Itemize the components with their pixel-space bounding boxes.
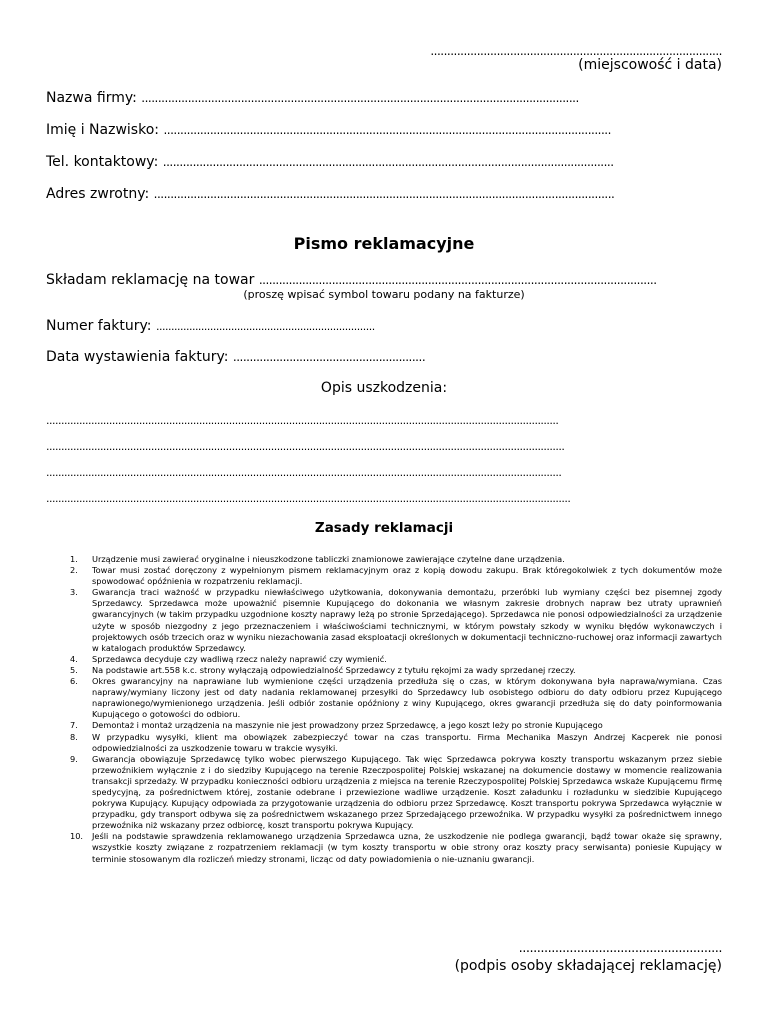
rule-text: Demontaż i montaż urządzenia na maszynie nie jest prowadzony przez Sprzedawcę, a jego koszt leży po stronie Kupującego [92,720,603,731]
rule-number: 10. [70,831,84,842]
rule-item [46,654,722,665]
rules-title: Zasady reklamacji [314,520,454,536]
invoice-date-field[interactable] [46,349,425,365]
full-name-line[interactable]: ....................................................................................................................................... [163,123,611,137]
rule-text: Sprzedawca decyduje czy wadliwą rzecz należy naprawić czy wymienić. [92,653,387,664]
signature-line[interactable]: ........................................................ [518,941,722,956]
rule-item [46,554,722,565]
full-name-field[interactable] [46,122,611,138]
return-address-line[interactable]: ........................................................................................................................................... [153,187,615,201]
phone-field[interactable] [46,154,614,170]
rule-item [46,831,722,864]
rule-text: Jeśli na podstawie sprawdzenia reklamowanego urządzenia Sprzedawca uzna, że uszkodzenie nie podlega gwarancji, bądź towar okaże się sprawny, wszystkie koszty związane z rozpatrzeniem reklamacji (w tym koszty transportu w obie strony oraz koszty pracy serwisanta) poniesie Kupujący w terminie stosowanym dla rozliczeń miedzy stronami, licząc od daty powiadomienia o nie-uznaniu gwarancji. [92,831,722,864]
rule-number: 5. [70,664,78,675]
invoice-number-label: Numer faktury: [46,318,152,334]
rules-list [46,554,722,865]
rule-number: 4. [70,653,78,664]
rule-item [46,676,722,720]
return-address-field[interactable] [46,186,614,202]
rule-text: Okres gwarancyjny na naprawiane lub wymienione części urządzenia przedłuża się o czas, w którym dokonywana była naprawa/wymiana. Czas naprawy/wymiany liczony jest od daty nadania reklamowanej przesyłki do Sprzedawcy lub osobistego odbioru do daty odbioru przez Kupującego naprawionego/wymienionego urządzenia. Jeśli odbiór zostanie opóźniony z winy Kupującego, okres gwarancji przedłuża się do daty poinformowania Kupującego o gotowości do odbioru. [92,676,722,720]
rule-item [46,587,722,654]
rule-text: Gwarancja obowiązuje Sprzedawcę tylko wobec pierwszego Kupującego. Tak więc Sprzedawca pokrywa koszty transportu wskazanym przez siebie przewoźnikiem wyłącznie z i do siedziby Kupującego na terenie Rzeczpospolitej Polskiej wskazanej na dokumencie dostawy w momencie realizowania transakcji sprzedaży. W przypadku konieczności odbioru urządzenia z miejsca na terenie Rzeczypospolitej Polskiej Sprzedawca wskaże Kupującemu firmę spedycyjną, za pośrednictwem której, zostanie odebrane i przewiezione wadliwe urządzenie. Koszt załadunku i rozładunku w siedzibie Kupującego pokrywa Kupujący. Kupujący odpowiada za przygotowanie urządzenia do odbioru przez Sprzedawcę. Koszt transportu pokrywa Sprzedawca wyłącznie w przypadku, gdy transport odbywa się za pośrednictwem wskazanego przez Sprzedającego przewoźnika. W przypadku wysyłki za pośrednictwem innego przewoźnika niż wskazany przez odbiorcę, koszt transportu pokrywa Kupujący. [92,753,722,831]
company-name-field[interactable] [46,90,579,106]
invoice-date-label: Data wystawienia faktury: [46,349,229,365]
damage-line[interactable]: ............................................................................................................................................................................... [46,492,571,505]
rule-number: 9. [70,753,78,764]
rule-text: Na podstawie art.558 k.c. strony wyłączają odpowiedzialność Sprzedawcy z tytułu rękojmi za wady sprzedanej rzeczy. [92,664,576,675]
rule-number: 8. [70,731,78,742]
place-date-line[interactable]: ........................................................................................ [430,44,722,58]
damage-title: Opis uszkodzenia: [320,380,448,396]
rule-item [46,754,722,832]
return-address-label: Adres zwrotny: [46,186,150,202]
page-title: Pismo reklamacyjne [293,234,475,253]
place-date-label: (miejscowość i data) [578,57,722,73]
company-name-line[interactable]: .................................................................................................................................... [141,91,579,105]
signature-label: (podpis osoby składającej reklamację) [454,958,722,974]
phone-label: Tel. kontaktowy: [46,154,159,170]
rule-number: 3. [70,587,78,598]
rule-item [46,565,722,587]
rule-text: W przypadku wysyłki, klient ma obowiązek zabezpieczyć towar na czas transportu. Firma Mechanika Maszyn Andrzej Kacperek nie ponosi odpowiedzialności za uszkodzenie towaru w trakcie wysyłki. [92,731,722,753]
rule-item [46,732,722,754]
rule-number: 6. [70,676,78,687]
damage-line[interactable]: ............................................................................................................................................................................. [46,440,565,453]
phone-line[interactable]: ........................................................................................................................................ [162,155,614,169]
rule-item [46,665,722,676]
claim-product-field[interactable] [46,272,657,288]
claim-product-line[interactable]: ........................................................................................................................ [258,273,657,287]
invoice-number-line[interactable]: ......................................................................... [155,320,375,333]
damage-line[interactable]: ........................................................................................................................................................................... [46,414,559,427]
invoice-number-field[interactable] [46,318,375,334]
rule-text: Gwarancja traci ważność w przypadku niewłaściwego użytkowania, dokonywania demontażu, przeróbki lub wymiany części bez pisemnej zgody Sprzedawcy. Sprzedawca może upoważnić pisemnie Kupującego do dokonania we własnym zakresie drobnych napraw bez utraty uprawnień gwarancyjnych (w takim przypadku uzgodnione koszty naprawy leżą po stronie Sprzedającego). Sprzedawca nie ponosi odpowiedzialności za urządzenie użyte w sposób niezgodny z jego przeznaczeniem i właściwościami technicznymi, w którym powstały szkody w wyniku błędów wykonawczych i projektowych osób trzecich oraz w wyniku niezachowania zasad eksploatacji określonych w dokumentacji techniczno-ruchowej oraz informacji zawartych w katalogach produktów Sprzedawcy. [92,587,722,653]
claim-product-note: (proszę wpisać symbol towaru podany na fakturze) [243,288,525,301]
invoice-date-line[interactable]: .......................................................... [232,350,426,364]
damage-line[interactable]: ............................................................................................................................................................................ [46,466,562,479]
claim-product-label: Składam reklamację na towar [46,272,255,288]
rule-text: Towar musi zostać doręczony z wypełnionym pismem reklamacyjnym oraz z kopią dowodu zakupu. Brak któregokolwiek z tych dokumentów może spowodować opóźnienia w rozpatrzeniu reklamacji. [92,565,722,587]
rule-item [46,720,722,731]
rule-number: 2. [70,565,78,576]
company-name-label: Nazwa firmy: [46,90,137,106]
rule-number: 7. [70,720,78,731]
rule-text: Urządzenie musi zawierać oryginalne i nieuszkodzone tabliczki znamionowe zawierające czytelne dane urządzenia. [92,554,565,564]
rule-number: 1. [70,554,78,564]
full-name-label: Imię i Nazwisko: [46,122,159,138]
